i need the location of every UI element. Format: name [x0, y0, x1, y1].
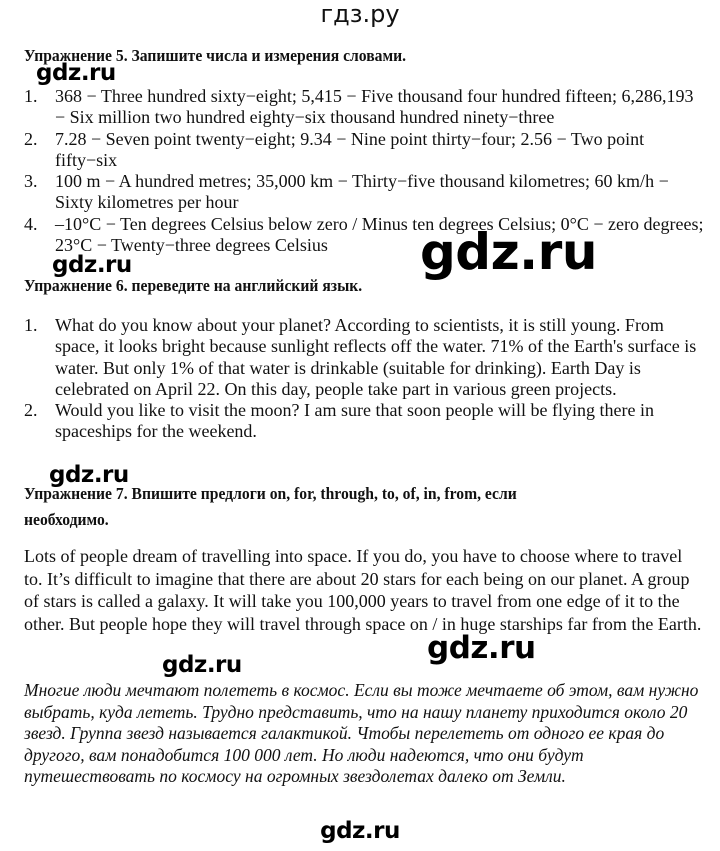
item-number: 3.: [24, 171, 38, 192]
list-item: [24, 86, 704, 129]
exercise-6-list: [24, 315, 704, 443]
watermark: gdz.ru: [49, 462, 129, 488]
item-text: 7.28 − Seven point twenty−eight; 9.34 − Nine point thirty−four; 2.56 − Two point fifty−six: [55, 128, 645, 170]
item-number: 4.: [24, 213, 38, 234]
list-item: [24, 214, 704, 257]
watermark: gdz.ru: [427, 630, 536, 666]
exercise-6-heading: Упражнение 6. переведите на английский язык.: [24, 276, 363, 295]
site-title[interactable]: гдз.ру: [320, 0, 400, 28]
watermark: gdz.ru: [52, 252, 132, 278]
item-text: –10°C − Ten degrees Celsius below zero / Minus ten degrees Celsius; 0°C − zero degrees; 23°C − Twenty−three degrees Celsius: [55, 213, 704, 256]
watermark: gdz.ru: [36, 60, 116, 86]
item-number: 2.: [24, 128, 38, 149]
watermark-large: gdz.ru: [420, 223, 597, 281]
item-number: 2.: [24, 400, 38, 421]
item-text: Would you like to visit the moon? I am sure that soon people will be flying there in spaceships for the weekend.: [55, 400, 654, 442]
watermark-footer: gdz.ru: [320, 818, 400, 844]
exercise-7-answer: Lots of people dream of travelling into space. If you do, you have to choose where to travel to. It’s difficult to imagine that there are about 20 stars for each being on our planet. A group of stars is called a galaxy. It will take you 100,000 years to travel from one edge of it to the other. But people hope they will travel through space on / in huge starships far from the Earth.: [24, 546, 702, 634]
item-number: 1.: [24, 315, 38, 335]
item-number: 1.: [24, 86, 38, 106]
exercise-5-list: [24, 86, 704, 256]
item-text: What do you know about your planet? According to scientists, it is still young. From space, it looks bright because sunlight reflects off the water. 71% of the Earth's surface is water. But only 1% of that water is drinkable (suitable for drinking). Earth Day is celebrated on April 22. On this day, people take part in various green projects.: [55, 315, 697, 399]
item-text: 100 m − A hundred metres; 35,000 km − Thirty−five thousand kilometres; 60 km/h − Sixty kilometres per hour: [55, 171, 669, 213]
list-item: [24, 400, 704, 443]
exercise-7-heading-cont: необходимо.: [24, 510, 109, 529]
list-item: [24, 129, 704, 172]
list-item: [24, 171, 704, 214]
list-item: [24, 315, 704, 400]
watermark: gdz.ru: [162, 652, 242, 678]
exercise-7-translation: Многие люди мечтают полететь в космос. Если вы тоже мечтаете об этом, вам нужно выбрать, куда лететь. Трудно представить, что на нашу планету приходится около 20 звезд. Группа звезд называется галактикой. Чтобы перелететь от одного ее края до другого, вам понадобится 100 000 лет. Но люди надеются, что они будут путешествовать по космосу на огромных звездолетах далеко от Земли.: [24, 680, 699, 786]
exercise-7-heading: Упражнение 7. Впишите предлоги on, for, through, to, of, in, from, если: [24, 484, 517, 503]
exercise-5-heading: Упражнение 5. Запишите числа и измерения словами.: [24, 46, 407, 65]
item-text: 368 − Three hundred sixty−eight; 5,415 − Five thousand four hundred fifteen; 6,286,193 − Six million two hundred eighty−six thousand hundred ninety−three: [55, 86, 694, 128]
